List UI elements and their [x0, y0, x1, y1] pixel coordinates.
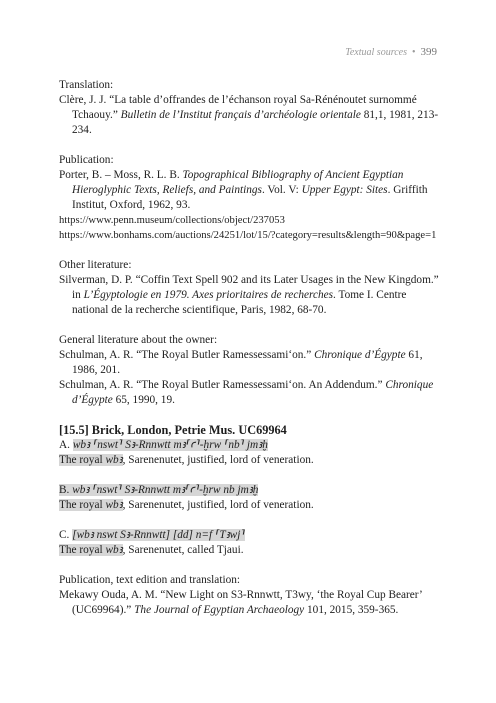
schulman-reference-2 [59, 378, 445, 408]
edition-label: Publication, text edition and translation: [59, 574, 241, 586]
porter-volume: Upper Egypt: Sites [301, 184, 388, 196]
inscription-b-text: wbꜣ ⸢nswt⸣ Sꜣ-Rnnwtt mꜣ⸢ꜥ⸣-ḫrw nb jmꜣḫ [72, 484, 259, 496]
publication-section [59, 153, 445, 243]
schulman-2-tail: 65, 1990, 19. [112, 394, 175, 406]
inscription-a-text: wbꜣ ⸢nswt⸣ Sꜣ-Rnnwtt mꜣ⸢ꜥ⸣-ḫrw ⸢nb⸣ jmꜣḫ [72, 439, 268, 451]
inscription-c-tr-tail: , Sarenenutet, called Tjaui. [122, 544, 244, 556]
inscription-a-translation [59, 453, 445, 468]
inscription-c-translation [59, 543, 445, 558]
inscription-c-tr-head: The royal [59, 544, 106, 556]
bonhams-link[interactable]: https://www.bonhams.com/auctions/24251/lot/15/?category=results&length=90&page=1 [59, 230, 437, 241]
schulman-1-journal: Chronique d’Égypte [314, 349, 406, 361]
porter-reference [59, 168, 445, 213]
schulman-2-head: Schulman, A. R. “The Royal Butler Ramessessami‘on. An Addendum.” [59, 379, 386, 391]
translation-ref-journal: Bulletin de l’Institut français d’archéologie orientale [120, 109, 361, 121]
porter-authors: Porter, B. – Moss, R. L. B. [59, 169, 183, 181]
header-bullet: • [411, 47, 416, 58]
schulman-reference-1 [59, 348, 445, 378]
page-body [59, 78, 445, 618]
general-literature-section [59, 333, 445, 408]
inscription-b-tr-term: wbꜣ [105, 499, 123, 511]
translation-ref-tail: 81,1, 1981, 213-234. [72, 109, 439, 136]
translation-ref-text: Clère, J. J. “La table d’offrandes de l’échanson royal Sa-Rénénoutet surnommé Tchaouy.” [59, 94, 417, 121]
inscription-b-prefix: B. [59, 484, 73, 496]
porter-title: Topographical Bibliography of Ancient Egyptian Hieroglyphic Texts, Reliefs, and Paintings [72, 169, 404, 196]
mekawy-journal: The Journal of Egyptian Archaeology [134, 604, 305, 616]
inscription-b-translation [59, 498, 445, 513]
inscription-b-tr-tail: , Sarenenutet, justified, lord of veneration. [122, 499, 314, 511]
inscription-a-translation-text [59, 454, 123, 466]
translation-section [59, 78, 445, 138]
mekawy-reference [59, 588, 445, 618]
inscription-c-prefix: C. [59, 529, 73, 541]
silverman-reference [59, 273, 445, 318]
edition-section [59, 573, 445, 618]
mekawy-head: Mekawy Ouda, A. M. “New Light on S3-Rnnwtt, T3wy, ‘the Royal Cup Bearer’ (UC69964).” [59, 589, 422, 616]
page-header [345, 45, 437, 60]
porter-mid: . Vol. V: [261, 184, 302, 196]
other-literature-label: Other literature: [59, 259, 132, 271]
translation-label: Translation: [59, 79, 114, 91]
other-literature-section [59, 258, 445, 318]
inscription-a-tr-head: The royal [59, 454, 106, 466]
penn-museum-link[interactable]: https://www.penn.museum/collections/object/237053 [59, 215, 285, 226]
silverman-head: Silverman, D. P. “Coffin Text Spell 902 and its Later Usages in the New Kingdom.” in [59, 274, 439, 301]
schulman-2-journal: Chronique d’Égypte [72, 379, 434, 406]
silverman-tail: . Tome I. Centre national de la recherche scientifique, Paris, 1982, 68-70. [72, 289, 407, 316]
inscription-a-tr-tail: , Sarenenutet, justified, lord of veneration. [122, 454, 314, 466]
porter-tail: . Griffith Institut, Oxford, 1962, 93. [72, 184, 428, 211]
inscription-c-transliteration [59, 528, 445, 543]
mekawy-tail: 101, 2015, 359-365. [304, 604, 399, 616]
inscription-c-tr-term: wbꜣ [105, 544, 123, 556]
schulman-1-tail: 61, 1986, 201. [72, 349, 423, 376]
publication-label: Publication: [59, 154, 114, 166]
inscription-a-prefix: A. [59, 439, 73, 451]
inscription-c-translation-text [59, 544, 123, 556]
object-section [59, 423, 445, 558]
silverman-title: L’Égyptologie en 1979. Axes prioritaires de recherches [83, 289, 334, 301]
inscription-b-tr-head: The royal [59, 499, 106, 511]
inscription-a-tr-term: wbꜣ [105, 454, 123, 466]
translation-reference [59, 93, 445, 138]
inscription-b-transliteration [59, 483, 445, 498]
inscription-b-translation-text [59, 499, 123, 511]
inscription-a-transliteration [59, 438, 445, 453]
inscription-c-text: [wbꜣ nswt Sꜣ-Rnnwtt] [dd] n=f ⸢Tꜣwj⸣ [72, 529, 245, 541]
running-title: Textual sources [345, 47, 407, 58]
schulman-1-head: Schulman, A. R. “The Royal Butler Ramessessami‘on.” [59, 349, 315, 361]
object-heading: [15.5] Brick, London, Petrie Mus. UC69964 [59, 423, 287, 437]
general-literature-label: General literature about the owner: [59, 334, 218, 346]
page-number: 399 [420, 46, 437, 58]
